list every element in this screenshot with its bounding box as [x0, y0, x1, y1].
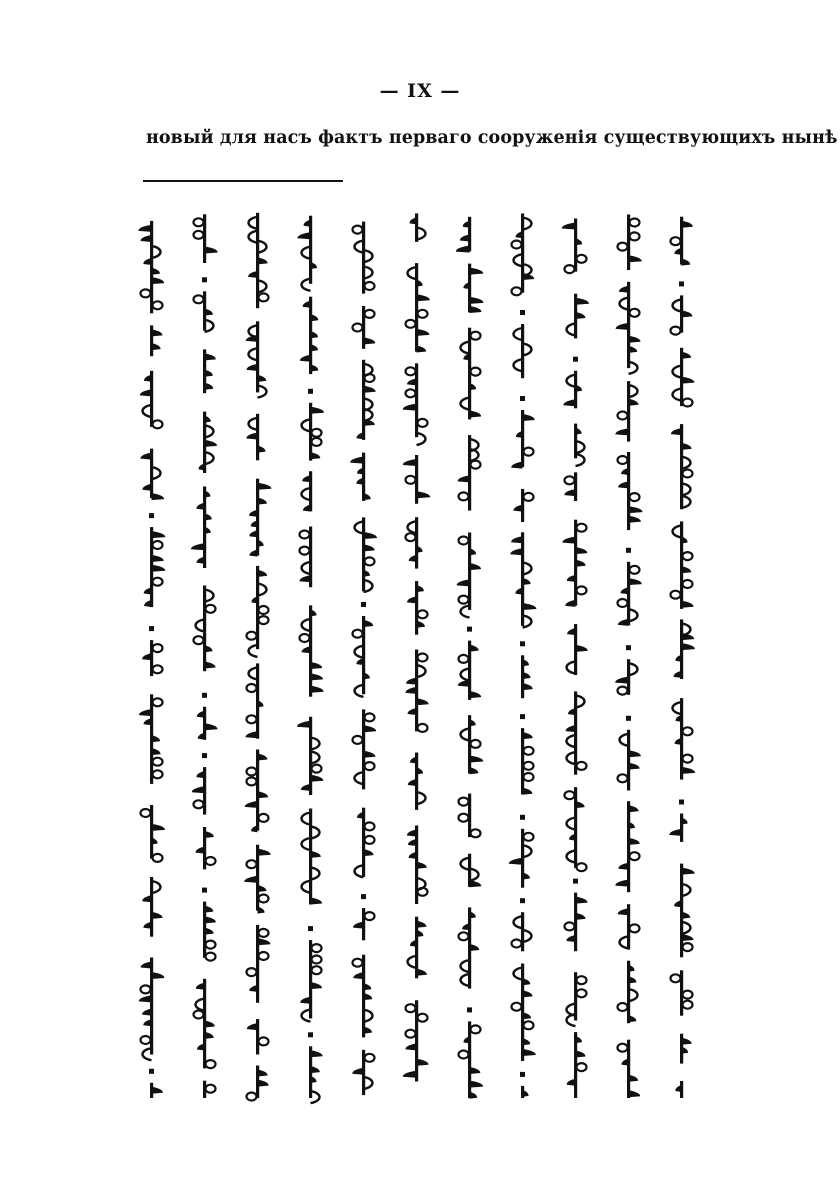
mongolian-word	[309, 940, 312, 1018]
mongolian-punctuation	[520, 310, 525, 315]
mongolian-text-column	[453, 208, 487, 1108]
mongolian-script-glyphs	[612, 208, 646, 1108]
mongolian-text-column	[612, 208, 646, 1108]
mongolian-punctuation	[467, 1007, 472, 1012]
mongolian-punctuation	[573, 879, 578, 884]
page-number: — IX —	[379, 80, 461, 102]
mongolian-punctuation	[467, 627, 472, 632]
mongolian-punctuation	[679, 281, 684, 286]
mongolian-punctuation	[149, 513, 154, 518]
mongolian-word	[362, 709, 365, 789]
mongolian-punctuation	[626, 716, 631, 721]
mongolian-word	[203, 586, 206, 672]
mongolian-word	[627, 730, 630, 791]
mongolian-punctuation	[361, 894, 366, 899]
mongolian-word	[574, 472, 577, 501]
mongolian-text-column	[665, 208, 699, 1108]
mongolian-text-column	[135, 208, 169, 1108]
mongolian-punctuation	[520, 641, 525, 646]
mongolian-text-column	[347, 208, 381, 1108]
mongolian-punctuation	[626, 645, 631, 650]
mongolian-script-glyphs	[294, 208, 328, 1108]
mongolian-punctuation	[149, 1069, 154, 1074]
mongolian-text-column	[506, 208, 540, 1108]
mongolian-word	[627, 801, 630, 892]
mongolian-script-glyphs	[665, 208, 699, 1108]
mongolian-word	[680, 864, 683, 958]
mongolian-punctuation	[149, 626, 154, 631]
mongolian-punctuation	[202, 693, 207, 698]
separator-rule	[143, 180, 343, 182]
mongolian-word	[309, 717, 312, 795]
mongolian-punctuation	[308, 926, 313, 931]
mongolian-script-glyphs	[347, 208, 381, 1108]
mongolian-text-block	[135, 208, 725, 1108]
mongolian-punctuation	[308, 389, 313, 394]
mongolian-script-glyphs	[135, 208, 169, 1108]
mongolian-punctuation	[520, 714, 525, 719]
mongolian-text-column	[559, 208, 593, 1108]
running-text-line: новый для насъ фактъ перваго сооруженія существующихъ нынѣ	[146, 128, 838, 148]
mongolian-text-column	[241, 208, 275, 1108]
mongolian-text-column	[400, 208, 434, 1108]
mongolian-word	[362, 616, 365, 694]
mongolian-text-column	[294, 208, 328, 1108]
mongolian-punctuation	[202, 888, 207, 893]
mongolian-word	[415, 263, 418, 352]
mongolian-script-glyphs	[506, 208, 540, 1108]
mongolian-word	[521, 214, 524, 293]
mongolian-script-glyphs	[400, 208, 434, 1108]
mongolian-punctuation	[520, 898, 525, 903]
mongolian-script-glyphs	[188, 208, 222, 1108]
mongolian-punctuation	[361, 602, 366, 607]
mongolian-punctuation	[626, 548, 631, 553]
mongolian-punctuation	[308, 1032, 313, 1037]
mongolian-punctuation	[202, 753, 207, 758]
mongolian-script-glyphs	[559, 208, 593, 1108]
mongolian-word	[574, 787, 577, 868]
mongolian-word	[415, 1000, 418, 1081]
mongolian-punctuation	[520, 815, 525, 820]
mongolian-script-glyphs	[453, 208, 487, 1108]
mongolian-punctuation	[573, 357, 578, 362]
mongolian-text-column	[188, 208, 222, 1108]
mongolian-punctuation	[202, 277, 207, 282]
mongolian-word	[150, 221, 153, 313]
mongolian-punctuation	[520, 396, 525, 401]
mongolian-word	[415, 363, 418, 437]
mongolian-script-glyphs	[241, 208, 275, 1108]
mongolian-punctuation	[520, 1072, 525, 1077]
mongolian-word	[574, 691, 577, 774]
mongolian-punctuation	[679, 800, 684, 805]
